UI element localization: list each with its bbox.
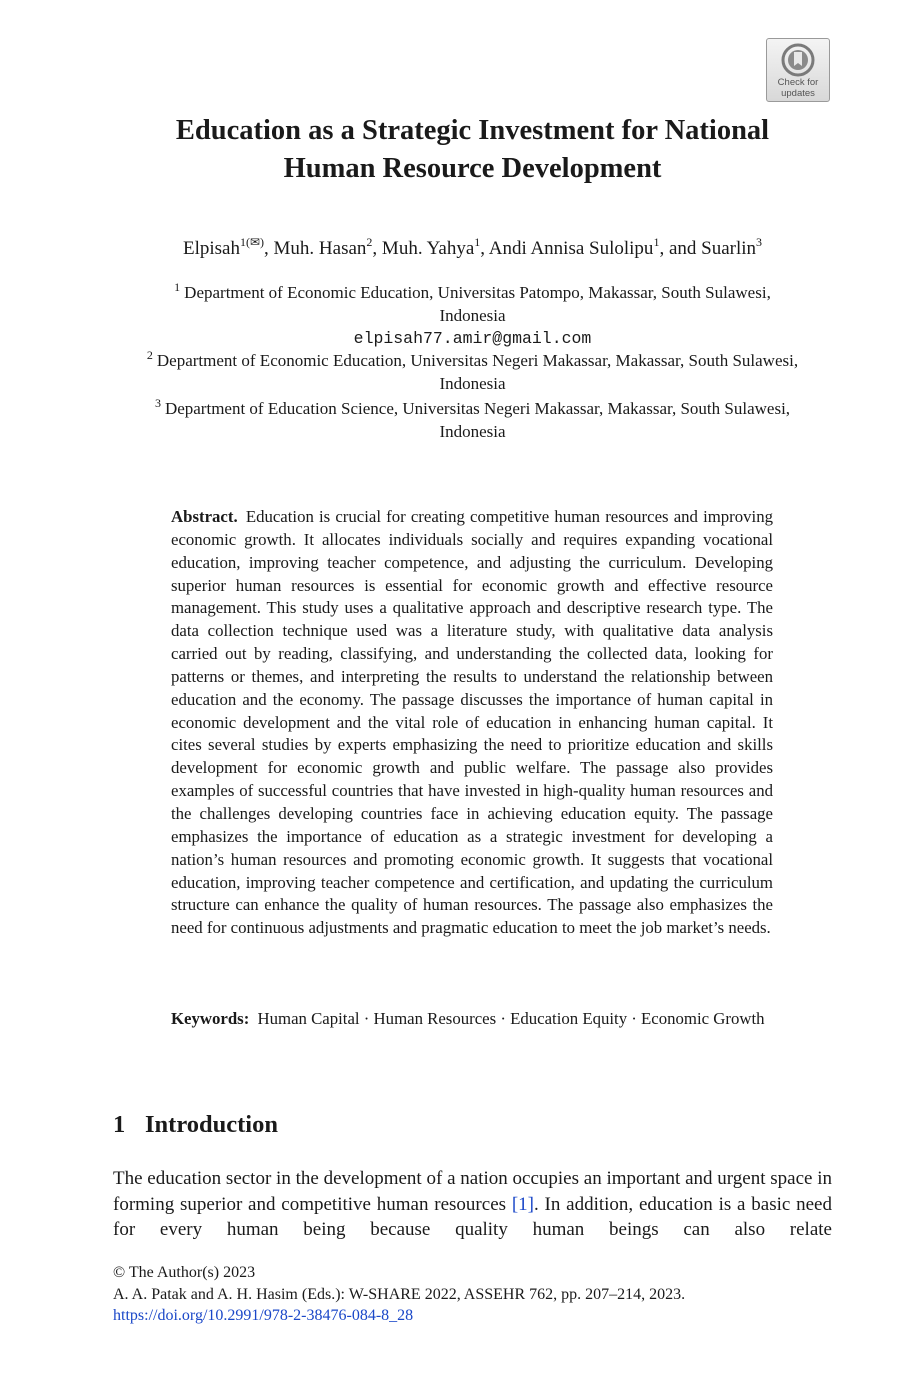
section-title: Introduction	[145, 1111, 278, 1138]
author-affiliation-mark: 1	[474, 235, 481, 249]
section-number: 1	[113, 1111, 126, 1138]
abstract-label: Abstract.	[171, 507, 238, 526]
affiliation-number: 2	[146, 348, 153, 362]
paper-title	[90, 112, 855, 188]
affiliation-1	[90, 281, 855, 350]
check-for-updates-badge[interactable]	[766, 38, 830, 102]
citation-line: A. A. Patak and A. H. Hasim (Eds.): W-SHARE 2022, ASSEHR 762, pp. 207–214, 2023.	[113, 1285, 686, 1303]
affiliation-text: Department of Economic Education, Universitas Negeri Makassar, Makassar, South Sulawesi,	[156, 351, 799, 370]
title-line-1: Education as a Strategic Investment for National	[175, 115, 770, 146]
affiliation-2	[90, 349, 855, 395]
intro-paragraph	[113, 1166, 832, 1243]
section-heading	[113, 1110, 278, 1140]
bookmark-icon	[781, 43, 815, 77]
affiliation-country: Indonesia	[439, 306, 506, 325]
affiliation-country: Indonesia	[439, 422, 506, 441]
author-name: Suarlin	[701, 238, 757, 259]
author-affiliation-mark: 1	[653, 235, 660, 249]
badge-label-line1: Check for	[777, 77, 819, 88]
author-name: Muh. Yahya	[381, 238, 475, 259]
intro-text-part1: The education sector in the development of a nation occupies an important and urgent space in forming superior and competitive human resources	[113, 1168, 832, 1215]
author-name: Andi Annisa Sulolipu	[488, 238, 654, 259]
author-affiliation-mark: 2	[366, 235, 373, 249]
page-footer	[113, 1262, 685, 1327]
citation-link[interactable]: [1]	[511, 1193, 534, 1215]
author-name: Elpisah	[182, 238, 240, 259]
affiliation-number: 3	[154, 396, 161, 410]
affiliation-number: 1	[174, 280, 181, 294]
keywords	[171, 1008, 773, 1031]
author-list: Elpisah$^{1(✉)}$, Muh. Hasan$^2$, Muh. Yahya$^1$, Andi Annisa Sulolipu$^1$, and Suarlin$^3$	[182, 235, 763, 259]
badge-label-line2: updates	[781, 88, 815, 99]
keywords-label: Keywords:	[171, 1009, 250, 1028]
title-line-2: Human Resource Development	[283, 153, 662, 184]
copyright-line: © The Author(s) 2023	[113, 1264, 256, 1281]
abstract-text: Education is crucial for creating competitive human resources and improving economic growth. It allocates individuals socially and requires expanding vocational education, improving teacher competence, and adjusting the curriculum. Developing superior human resources is essential for economic growth and effective resource management. This study uses a qualitative approach and descriptive research type. The data collection technique used was a literature study, with qualitative data analysis carried out by reading, classifying, and understanding the collected data, looking for patterns or themes, and interpreting the results to understand the relationship between education and the economy. The passage discusses the importance of human capital in economic development and the vital role of education in enhancing human capital. It cites several studies by experts emphasizing the need to prioritize education and skills development for economic growth and public welfare. The passage also provides examples of successful countries that have invested in high-quality human resources and the challenges developing countries face in achieving education equity. The passage emphasizes the importance of education as a strategic investment for developing a nation’s human resources and promoting economic growth. It suggests that vocational education, improving teacher competence and certification, and updating the curriculum structure can enhance the quality of human resources. The passage also emphasizes the need for continuous adjustments and pragmatic education to meet the job market’s needs.	[171, 507, 773, 938]
affiliation-text: Department of Economic Education, Universitas Patompo, Makassar, South Sulawesi,	[184, 283, 771, 302]
intro-text-part2: . In addition, education is a basic need for every human being because quality human beings can also relate	[113, 1193, 832, 1240]
keywords-text: Human Capital · Human Resources · Education Equity · Economic Growth	[257, 1009, 765, 1028]
author-affiliation-mark: 3	[756, 235, 763, 249]
affiliation-text: Department of Education Science, Universitas Negeri Makassar, Makassar, South Sulawesi,	[164, 399, 791, 418]
affiliation-3	[90, 397, 855, 443]
author-name: Muh. Hasan	[273, 238, 367, 259]
corresponding-email[interactable]: elpisah77.amir@gmail.com	[353, 329, 592, 348]
author-affiliation-mark: 1(✉)	[239, 235, 265, 249]
doi-link[interactable]: https://doi.org/10.2991/978-2-38476-084-8_28	[113, 1307, 414, 1324]
abstract	[171, 506, 773, 940]
affiliation-country: Indonesia	[439, 374, 506, 393]
